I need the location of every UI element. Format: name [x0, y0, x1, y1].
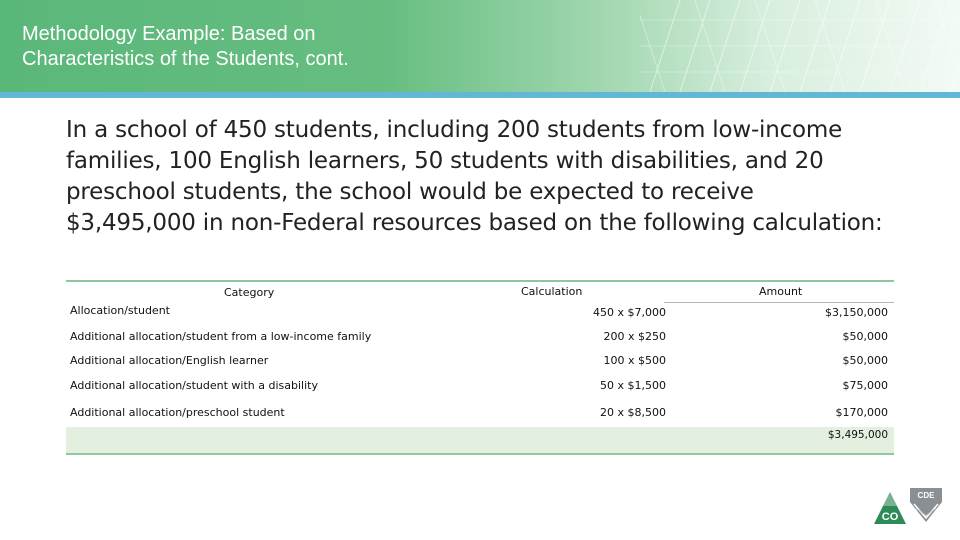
slide-title-line-2: Characteristics of the Students, cont. [22, 48, 349, 70]
row-calculation: 100 x $500 [603, 354, 666, 367]
column-header-amount: Amount [759, 285, 803, 298]
table-row [66, 322, 894, 348]
title-banner [0, 0, 960, 92]
logo-cde-text: CDE [917, 491, 935, 500]
header-divider [0, 92, 960, 98]
table-header-row [66, 282, 894, 322]
table-row [66, 400, 894, 427]
intro-paragraph: In a school of 450 students, including 200 students from low-income families, 100 English learners, 50 students with disabilities, and 20 preschool students, the school would be expected to receive $3,495,000 in non-Federal resources based on the following calculation: [66, 117, 883, 236]
row-amount: $50,000 [842, 354, 888, 367]
row-amount: $50,000 [842, 330, 888, 343]
column-header-calculation: Calculation [521, 285, 583, 298]
row-category: Additional allocation/student from a low-income family [70, 330, 372, 343]
row-calculation: 200 x $250 [603, 330, 666, 343]
row-amount: $3,150,000 [825, 306, 888, 319]
row-amount: $75,000 [842, 379, 888, 392]
row-category: Additional allocation/English learner [70, 354, 269, 367]
header-underline [664, 302, 894, 303]
total-amount: $3,495,000 [827, 429, 888, 441]
logo-co-text: CO [881, 511, 899, 523]
table-total-row [66, 427, 894, 453]
row-amount: $170,000 [835, 406, 888, 419]
row-calculation: 50 x $1,500 [600, 379, 666, 392]
diagonal-line-pattern [640, 0, 960, 92]
row-category: Additional allocation/student with a disability [70, 379, 318, 392]
table-row [66, 373, 894, 400]
calculation-table [66, 280, 894, 455]
cde-logo [870, 480, 946, 528]
slide-title [22, 22, 542, 72]
column-header-category: Category [224, 286, 275, 299]
table-row [66, 348, 894, 373]
row-category: Additional allocation/preschool student [70, 406, 285, 419]
row-calculation: 450 x $7,000 [593, 306, 666, 319]
table-bottom-rule [66, 453, 894, 455]
row-calculation: 20 x $8,500 [600, 406, 666, 419]
row-category: Allocation/student [70, 304, 170, 317]
slide-title-line-1: Methodology Example: Based on [22, 23, 316, 45]
